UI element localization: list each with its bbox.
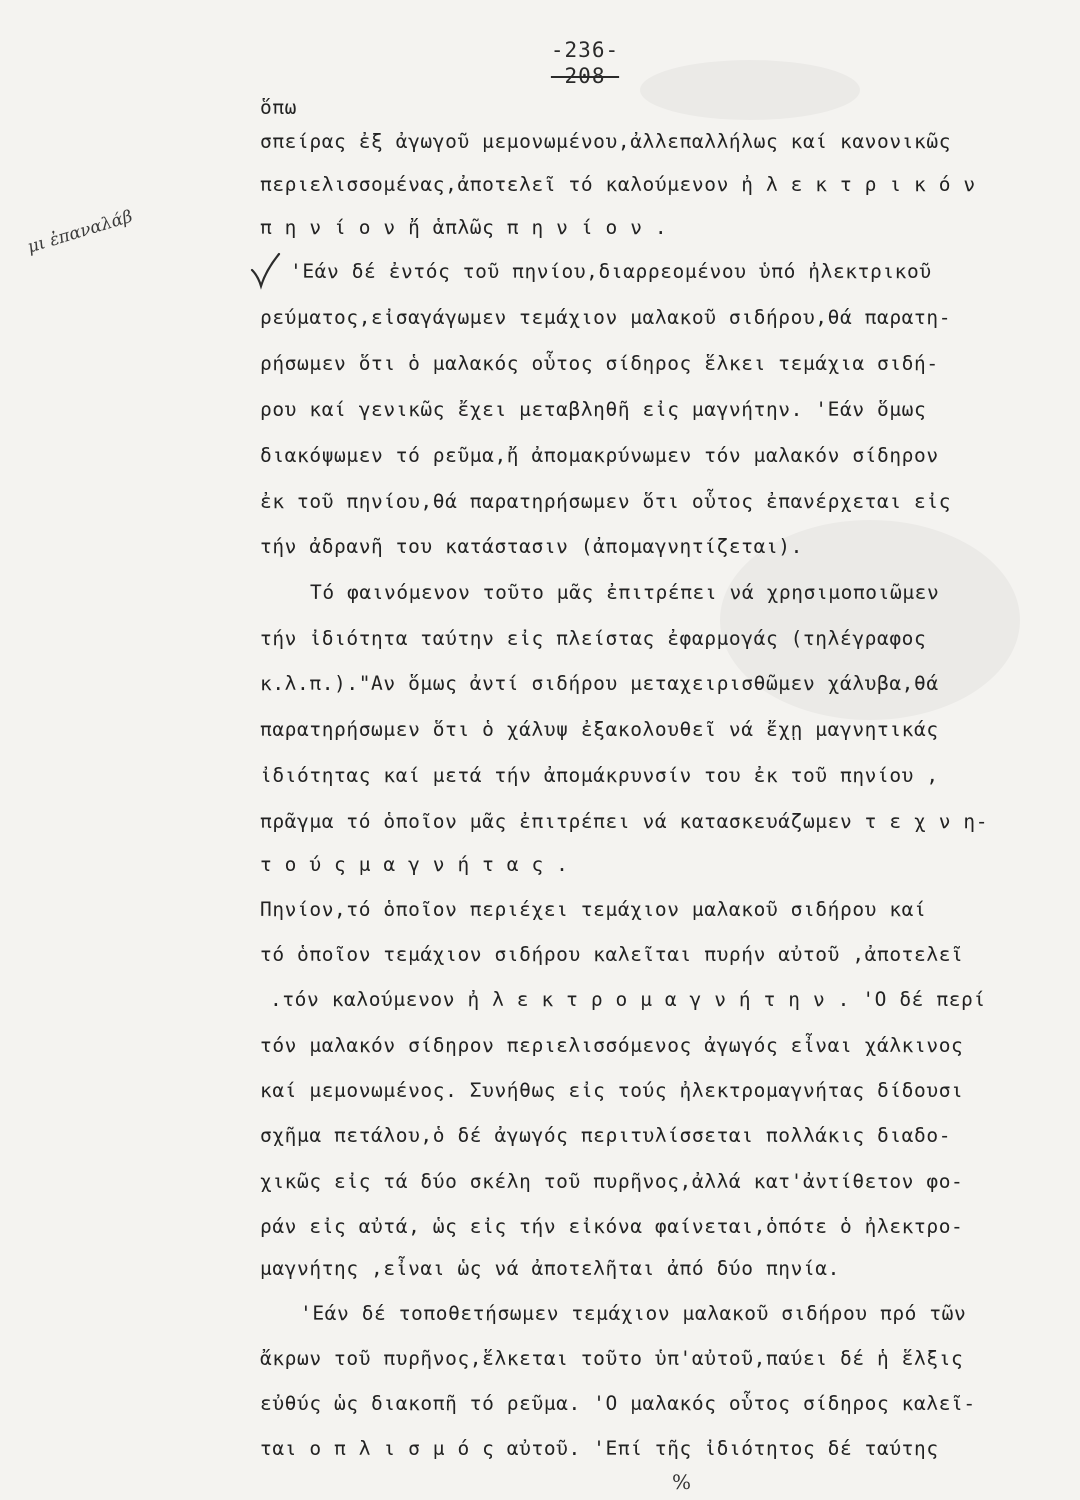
bottom-mark: %	[672, 1470, 692, 1494]
old-page-number: -208-	[550, 64, 620, 88]
handwritten-margin-note: μι ἐπαναλάβ	[25, 206, 135, 258]
text-line: Τό φαινόμενον τοῦτο μᾶς ἐπιτρέπει νά χρησιμοποιῶμεν	[310, 581, 940, 604]
text-line: σχῆμα πετάλου,ὁ δέ ἀγωγός περιτυλίσσεται πολλάκις διαδο-	[260, 1124, 952, 1147]
text-line: τόν μαλακόν σίδηρον περιελισσόμενος ἀγωγός εἶναι χάλκινος	[260, 1034, 964, 1057]
text-line: ὅπω	[260, 96, 298, 119]
text-line: τήν ἰδιότητα ταύτην εἰς πλείστας ἐφαρμογάς (τηλέγραφος	[260, 627, 927, 650]
check-mark-icon	[248, 250, 282, 290]
text-line: παρατηρήσωμεν ὅτι ὁ χάλυψ ἐξακολουθεῖ νά ἔχῃ μαγνητικάς	[260, 718, 939, 741]
text-line: ἄκρων τοῦ πυρῆνος,ἕλκεται τοῦτο ὑπ'αὐτοῦ,παύει δέ ἡ ἕλξις	[260, 1347, 964, 1370]
text-line: 'Εάν δέ ἐντός τοῦ πηνίου,διαρρεομένου ὑπό ἠλεκτρικοῦ	[290, 260, 932, 283]
text-line: τό ὁποῖον τεμάχιον σιδήρου καλεῖται πυρήν αὐτοῦ ,ἀποτελεῖ	[260, 943, 964, 966]
text-line: τήν ἀδρανῆ του κατάστασιν (ἀπομαγνητίζεται).	[260, 535, 803, 558]
text-line: μαγνήτης ,εἶναι ὡς νά ἀποτελῆται ἀπό δύο πηνία.	[260, 1257, 840, 1280]
page-number: -236-	[550, 38, 620, 62]
text-line: εὐθύς ὡς διακοπῆ τό ρεῦμα. 'Ο μαλακός οὗτος σίδηρος καλεῖ-	[260, 1392, 976, 1415]
text-line: τ ο ύ ς μ α γ ν ή τ α ς .	[260, 853, 569, 876]
text-line: ρήσωμεν ὅτι ὁ μαλακός οὗτος σίδηρος ἕλκει τεμάχια σιδή-	[260, 352, 939, 375]
text-line: ἐκ τοῦ πηνίου,θά παρατηρήσωμεν ὅτι οὗτος ἐπανέρχεται εἰς	[260, 490, 952, 513]
text-line: π η ν ί ο ν ἤ ἁπλῶς π η ν ί ο ν .	[260, 216, 668, 239]
text-line: ρεύματος,εἰσαγάγωμεν τεμάχιον μαλακοῦ σιδήρου,θά παρατη-	[260, 306, 952, 329]
text-line: ἰδιότητας καί μετά τήν ἀπομάκρυνσίν του ἐκ τοῦ πηνίου ,	[260, 764, 939, 787]
text-line: κ.λ.π.)."Αν ὅμως ἀντί σιδήρου μεταχειρισθῶμεν χάλυβα,θά	[260, 672, 939, 695]
text-line: 'Εάν δέ τοποθετήσωμεν τεμάχιον μαλακοῦ σιδήρου πρό τῶν	[300, 1302, 967, 1325]
text-line: ρου καί γενικῶς ἔχει μεταβληθῆ εἰς μαγνήτην. 'Εάν ὅμως	[260, 398, 927, 421]
text-line: Πηνίον,τό ὁποῖον περιέχει τεμάχιον μαλακοῦ σιδήρου καί	[260, 898, 927, 921]
text-line: ράν εἰς αὐτά, ὡς εἰς τήν εἰκόνα φαίνεται,ὁπότε ὁ ἠλεκτρο-	[260, 1215, 964, 1238]
text-line: χικῶς εἰς τά δύο σκέλη τοῦ πυρῆνος,ἀλλά κατ'ἀντίθετον φο-	[260, 1170, 964, 1193]
text-line: .τόν καλούμενον ἠ λ ε κ τ ρ ο μ α γ ν ή τ η ν . 'Ο δέ περί	[270, 988, 986, 1011]
text-line: καί μεμονωμένος. Συνήθως εἰς τούς ἠλεκτρομαγνήτας δίδουσι	[260, 1079, 964, 1102]
text-line: σπείρας ἐξ ἀγωγοῦ μεμονωμένου,ἀλλεπαλλήλως καί κανονικῶς	[260, 130, 952, 153]
text-line: πρᾶγμα τό ὁποῖον μᾶς ἐπιτρέπει νά κατασκευάζωμεν τ ε χ ν η-	[260, 810, 989, 833]
text-line: διακόψωμεν τό ρεῦμα,ἤ ἀπομακρύνωμεν τόν μαλακόν σίδηρον	[260, 444, 939, 467]
text-line: ται ο π λ ι σ μ ό ς αὐτοῦ. 'Επί τῆς ἰδιότητος δέ ταύτης	[260, 1437, 939, 1460]
text-line: περιελισσομένας,ἀποτελεῖ τό καλούμενον ἠ λ ε κ τ ρ ι κ ό ν	[260, 173, 976, 196]
